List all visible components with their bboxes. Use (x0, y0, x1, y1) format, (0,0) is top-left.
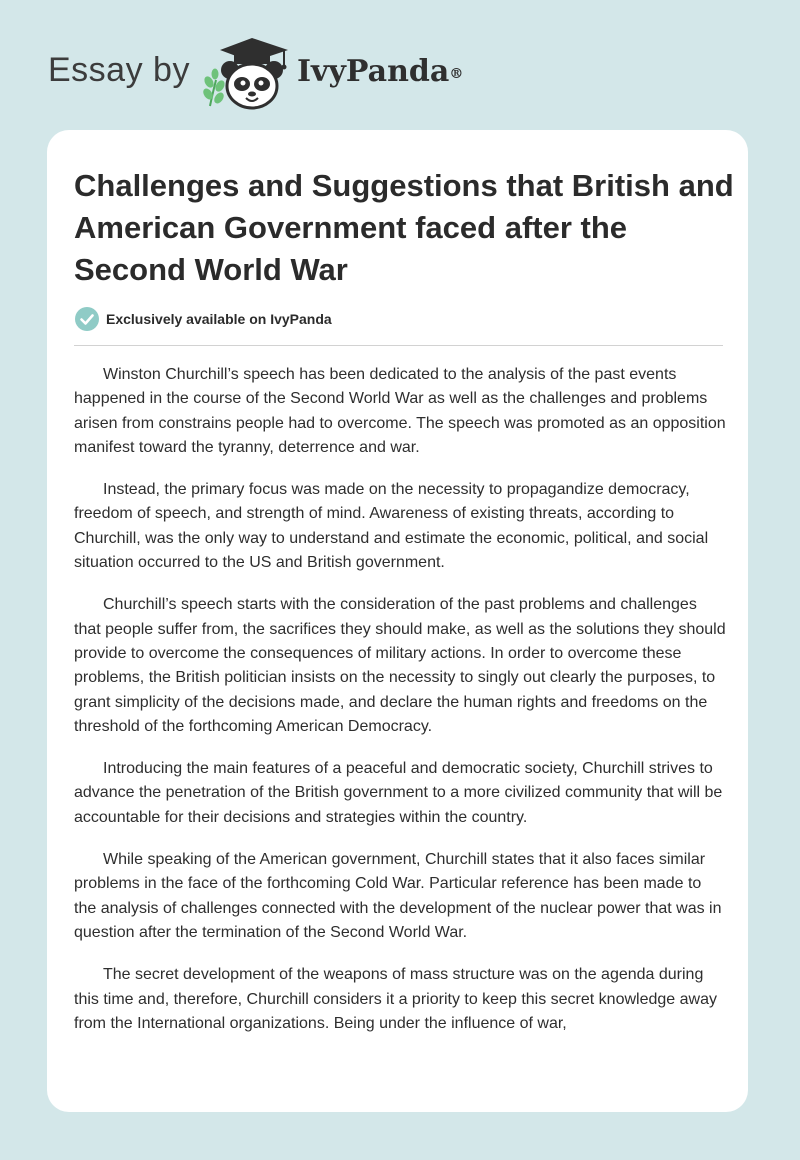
exclusive-badge-label: Exclusively available on IvyPanda (106, 311, 332, 327)
site-header (0, 0, 800, 130)
title-divider (74, 345, 723, 346)
paragraph: Introducing the main features of a peaceful and democratic society, Churchill strives to advance the penetration of the British government to a more civilized community that will be accountable for their decisions and strategies within the country. (74, 760, 723, 826)
exclusive-badge (74, 306, 332, 332)
check-circle-icon (74, 306, 100, 332)
paragraph: The secret development of the weapons of mass structure was on the agenda during this time and, therefore, Churchill considers it a priority to keep this secret knowledge away from the International organizations. Being under the influence of war, (74, 966, 717, 1032)
essay-title: Challenges and Suggestions that British and American Government faced after the Second World War (74, 168, 734, 287)
paragraph: Instead, the primary focus was made on the necessity to propagandize democracy, freedom of speech, and strength of mind. Awareness of existing threats, according to Churchill, was the only way to understand and estimate the economic, political, and social situation occurred to the US and British government. (74, 481, 709, 572)
panda-graduate-icon[interactable] (200, 36, 294, 112)
trademark-mark: ® (449, 66, 464, 82)
brand-name[interactable] (297, 52, 463, 92)
essay-card (47, 130, 748, 1112)
paragraph: Churchill’s speech starts with the consideration of the past problems and challenges that people suffer from, the sacrifices they should make, as well as the solutions they should provide to overcome the consequences of military actions. In order to overcome these problems, the British politician insists on the necessity to singly out clearly the purposes, to grant simplicity of the decisions made, and declare the human rights and freedoms on the threshold of the forthcoming American Democracy. (74, 596, 726, 735)
essay-body (74, 363, 726, 1054)
brand-name-text: IvyPanda (297, 54, 450, 89)
essay-by-label: Essay by (48, 51, 190, 89)
paragraph: Winston Churchill’s speech has been dedicated to the analysis of the past events happened in the course of the Second World War as well as the challenges and problems arisen from constrains people had to overcome. The speech was promoted as an opposition manifest toward the tyranny, deterrence and war. (74, 366, 726, 456)
paragraph: While speaking of the American government, Churchill states that it also faces similar problems in the face of the forthcoming Cold War. Particular reference has been made to the analysis of challenges connected with the development of the nuclear power that was in question after the termination of the Second World War. (74, 851, 722, 941)
